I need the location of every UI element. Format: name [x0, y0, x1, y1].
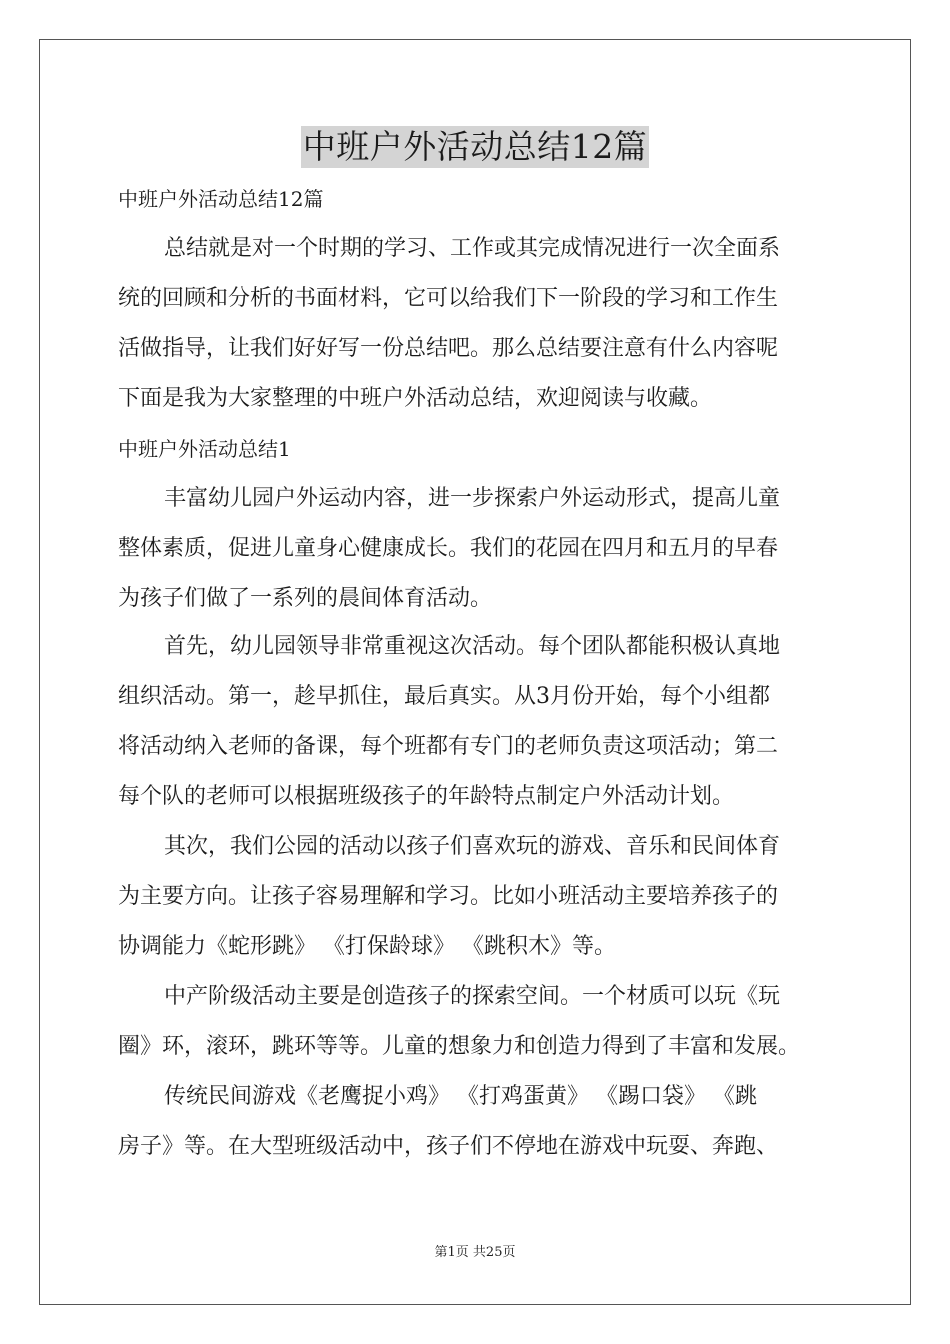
paragraph-line: 首先，幼儿园领导非常重视这次活动。每个团队都能积极认真地: [164, 634, 781, 659]
paragraph-line: 组织活动。第一，趁早抓住，最后真实。从3月份开始，每个小组都: [118, 684, 770, 709]
paragraph-line: 将活动纳入老师的备课，每个班都有专门的老师负责这项活动；第二: [118, 734, 779, 759]
paragraph-line: 每个队的老师可以根据班级孩子的年龄特点制定户外活动计划。: [118, 784, 735, 809]
paragraph-line: 传统民间游戏《老鹰捉小鸡》 《打鸡蛋黄》 《踢口袋》 《跳: [164, 1084, 757, 1109]
paragraph-line: 中产阶级活动主要是创造孩子的探索空间。一个材质可以玩《玩: [164, 984, 781, 1009]
paragraph-line: 房子》等。在大型班级活动中，孩子们不停地在游戏中玩耍、奔跑、: [118, 1134, 779, 1159]
paragraph-line: 为主要方向。让孩子容易理解和学习。比如小班活动主要培养孩子的: [118, 884, 779, 909]
section-heading: 中班户外活动总结1: [118, 437, 291, 461]
document-title-container: [0, 126, 950, 168]
document-subtitle: 中班户外活动总结12篇: [118, 187, 324, 211]
page-border: [39, 39, 911, 1305]
paragraph-line: 统的回顾和分析的书面材料，它可以给我们下一阶段的学习和工作生: [118, 286, 779, 311]
document-title: 中班户外活动总结12篇: [302, 127, 648, 166]
page-number-footer: 第1页 共25页: [434, 1245, 516, 1260]
paragraph-line: 为孩子们做了一系列的晨间体育活动。: [118, 586, 493, 611]
paragraph-line: 丰富幼儿园户外运动内容，进一步探索户外运动形式，提高儿童: [164, 486, 781, 511]
paragraph-line: 其次，我们公园的活动以孩子们喜欢玩的游戏、音乐和民间体育: [164, 834, 781, 859]
paragraph-line: 整体素质，促进儿童身心健康成长。我们的花园在四月和五月的早春: [118, 536, 779, 561]
paragraph-line: 下面是我为大家整理的中班户外活动总结，欢迎阅读与收藏。: [118, 386, 713, 411]
paragraph-line: 协调能力《蛇形跳》 《打保龄球》 《跳积木》等。: [118, 934, 616, 959]
paragraph-line: 活做指导，让我们好好写一份总结吧。那么总结要注意有什么内容呢: [118, 336, 779, 361]
paragraph-line: 总结就是对一个时期的学习、工作或其完成情况进行一次全面系: [164, 236, 781, 261]
paragraph-line: 圈》环，滚环，跳环等等。儿童的想象力和创造力得到了丰富和发展。: [118, 1034, 801, 1059]
